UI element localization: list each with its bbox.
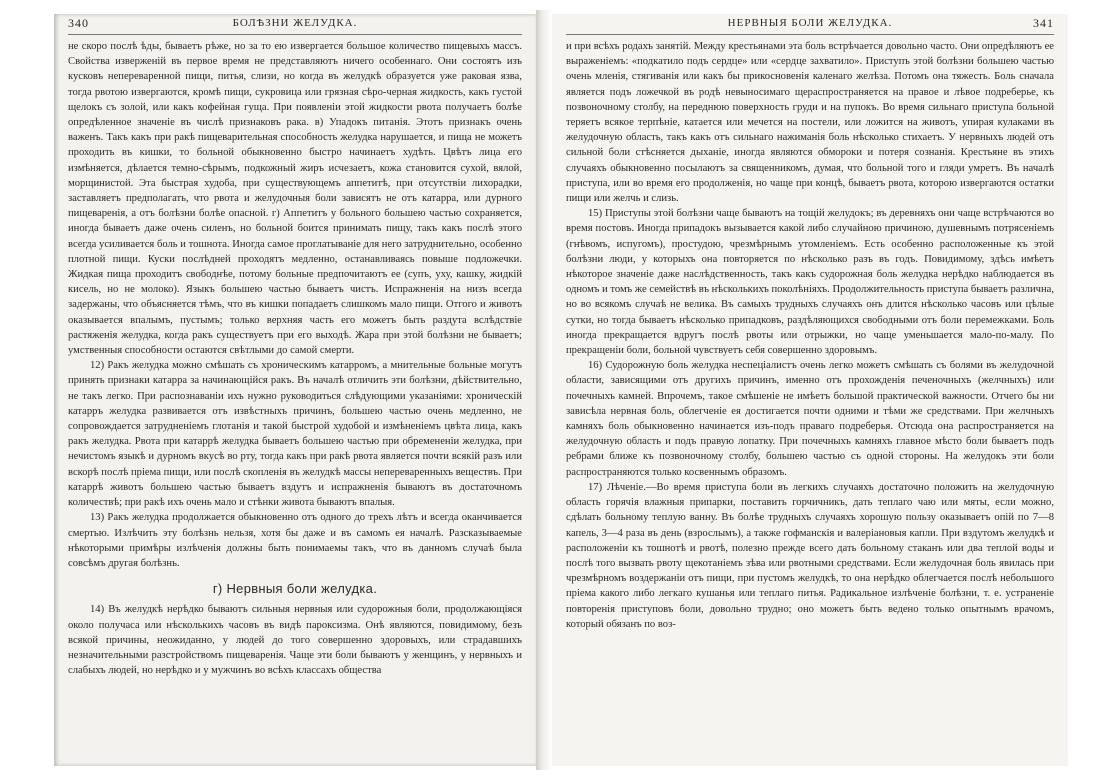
right-paragraph-1: и при всѣхъ родахъ занятій. Между крестьянами эта боль встрѣчается довольно часто. Они опредѣляютъ ее выраженіемъ: «подкатило подъ сердце» или «сердце захватило». Приступъ этой болѣзни большею частью очень мленія, стягиванія или какъ бы прикосновенія каленаго желѣза. Потомъ она тяжесть. Боль сначала является подъ ложечкой въ родѣ невыносимаго щераспространяется на правое и лѣвое подреберье, къ позвоночному столбу, на переднюю поверхность груди и на пупокъ. Во время сильнаго приступа больной теряетъ всякое терпѣніе, катается или мечется на постели, или ложится на животъ, упирая кулаками въ желудочную область, такъ какъ отъ сильнаго нажиманія боль нѣсколько стихаетъ. У нервныхъ людей отъ сильной боли стѣсняется дыханіе, иногда являются обмороки и потеря сознанія. Крестьяне въ этихъ случаяхъ обыкновенно посылаютъ за священникомъ, думая, что больной того и гляди умретъ. Въ началѣ приступа, или во время его продолженія, но чаще при концѣ, бываетъ рвота, которою извергаются остатки пищи или желчь и слизь.: [566, 41, 1054, 205]
left-running-head: [68, 14, 522, 35]
book-gutter: [536, 10, 552, 770]
right-running-title: НЕРВНЫЯ БОЛИ ЖЕЛУДКА.: [727, 17, 893, 29]
left-paragraph-3: 13) Ракъ желудка продолжается обыкновенно отъ одного до трехъ лѣтъ и всегда оканчивается смертью. Излѣчить эту болѣзнь нельзя, хотя бы даже и въ самомъ ея началѣ. Разсказываемые нѣкоторыми примѣры излѣченія должны быть понимаемы такъ, что въ данномъ случаѣ была совсѣмъ другая болѣзнь.: [68, 512, 522, 569]
left-page: [54, 14, 536, 766]
section-heading: г) Нервныя боли желудка.: [212, 581, 378, 597]
left-paragraph-2: 12) Ракъ желудка можно смѣшать съ хроническимъ катарромъ, а мнительные больные могутъ принять признаки катарра за начинающійся ракъ. Въ началѣ отличить эти болѣзни, дѣйствительно, не такъ легко. При распознаваніи ихъ нужно руководиться слѣдующими указаніями: хроническій катарръ желудка развивается отъ извѣстныхъ причинъ, большею частью очень медленно, не сопровождается затрудненіемъ глотанія и такой быстрой худобой и измѣненіемъ цвѣта лица, какъ ракъ желудка. Рвота при катаррѣ желудка бываетъ большею частью при обремененіи желудка, при нечистомъ языкѣ и дурномъ вкусѣ во рту, тогда какъ при ракѣ рвота является почти всякій разъ или вскорѣ послѣ пріема пищи, или послѣ скопленія въ желудкѣ массы непереваренныхъ веществъ. При катаррѣ животъ большею частью бываетъ вздутъ и испражненія бываютъ въ достаточномъ количествѣ; при ракѣ ихъ очень мало и стѣнки живота бываютъ впалыя.: [68, 360, 522, 509]
right-paragraph-2: 15) Приступы этой болѣзни чаще бываютъ на тощій желудокъ; въ деревняхъ они чаще встрѣчаются во время постовъ. Иногда припадокъ вызывается какой либо случайною причиною, душевнымъ потрясеніемъ (гнѣвомъ, испугомъ), простудою, чрезмѣрнымъ утомленіемъ. Есть особенно расположенные къ этой болѣзни люди, у которыхъ она повторяется по нѣсколько разъ въ годъ. Повидимому, здѣсь имѣетъ нѣкоторое значеніе даже наслѣдственность, такъ какъ судорожная боль желудка нерѣдко наблюдается въ одномъ и томъ же семействѣ въ нѣсколькихъ поколѣніяхъ. Продолжительность приступа бываетъ различна, но во всякомъ случаѣ не велика. Въ самыхъ трудныхъ случаяхъ онъ длится нѣсколько часовъ или цѣлые сутки, но тогда бываетъ нѣсколько припадковъ, раздѣляющихся свободными отъ боли перемежками. Боль иногда прекращается вдругъ послѣ рвоты или отрыжки, но чаще уменьшается мало-по-малу. По прекращеніи боли, больной чувствуетъ себя совершенно здоровымъ.: [566, 208, 1054, 357]
left-running-title: БОЛѢЗНИ ЖЕЛУДКА.: [232, 17, 358, 29]
right-page-number: 341: [1033, 16, 1054, 30]
left-paragraph-1: не скоро послѣ ѣды, бываетъ рѣже, но за то ею извергается большое количество пищевыхъ массъ. Свойства изверженій въ первое время не представляютъ ничего особеннаго. Они состоятъ изъ кусковъ непереваренной пищи, питья, слизи, но когда въ желудкѣ образуется уже раковая язва, тогда рвотою извергаются, кромѣ пищи, сукровица или грязная сѣро-черная жидкость, какъ густой щелокъ съ золой, или какъ кофейная гуща. При появленіи этой жидкости рвота получаетъ болѣе опредѣленное значеніе въ числѣ признаковъ рака. в) Упадокъ питанія. Этотъ признакъ очень важенъ. Такъ какъ при ракѣ пищеварительная способность желудка нарушается, и пища не можетъ проходить въ кишки, то больной обыкновенно быстро начинаетъ худѣть. Цвѣтъ лица его измѣняется, дѣлается темно-сѣрымъ, подкожный жиръ исчезаетъ, кожа становится сухой, вялой, морщинистой. Эта быстрая худоба, при существующемъ аппетитѣ, при отсутствіи лихорадки, заставляетъ предполагать, что рвота и желудочныя боли зависятъ не отъ катарра, или дурного пищеваренія, а отъ болѣзни болѣе опасной. г) Аппетитъ у больного большею частью сохраняется, иногда бываетъ даже очень силенъ, но больной боится принимать пищу, такъ какъ послѣ этого всегда усиливается боль и тошнота. Иногда самое проглатываніе для него затруднительно, особенно плотной пищи. Куски послѣдней проходятъ медленно, останавливаясь повыше подложечки. Жидкая пища проходитъ свободнѣе, потому больные предпочитаютъ ее (супъ, уху, кашку, жидкій кисель, но не молоко). Языкъ большею частью бываетъ чистъ. Испражненія на низъ всегда задержаны, что объясняется тѣмъ, что въ кишки попадаетъ слишкомъ мало пищи. Отгого и животъ оказывается впалымъ, пустымъ; только верхняя часть его можетъ быть раздута вслѣдствіе растяженія желудка, когда ракъ существуетъ при его выходѣ. Жара при этой болѣзни не бываетъ; умственныя способности остаются свѣтлыми до самой смерти.: [68, 41, 522, 357]
right-page-body: [566, 39, 1054, 632]
right-page: [552, 14, 1068, 766]
right-running-head: [566, 14, 1054, 35]
left-page-number: 340: [68, 16, 89, 30]
left-paragraph-4: 14) Въ желудкѣ нерѣдко бываютъ сильныя нервныя или судорожныя боли, продолжающіяся около получаса или нѣсколькихъ часовъ въ видѣ пароксизма. Онѣ являются, повидимому, безъ всякой причины, неожиданно, у людей до того совершенно здоровыхъ, или страдавшихъ незначительными разстройствомъ пищеваренія. Чаще эти боли бываютъ у женщинъ, у нервныхъ и слабыхъ людей, но нерѣдко и у мужчинъ во всѣхъ классахъ общества: [68, 604, 522, 677]
left-page-body: [68, 39, 522, 678]
right-paragraph-4: 17) Лѣченіе.—Во время приступа боли въ легкихъ случаяхъ достаточно положить на желудочную область горячія влажныя припарки, поставить горчичникъ, дать теплаго чаю или мяты, если можно, сдѣлать больному теплую ванну. Въ болѣе трудныхъ случаяхъ хорошую пользу оказываетъ опій по 7—8 капель, 3—4 раза въ день (взрослымъ), а также гофманскія и валеріановыя капли. При вздутомъ желудкѣ и расположеніи къ тошнотѣ и рвотѣ, полезно прежде всего дать больному стаканъ или два теплой воды и послѣ того вызвать рвоту щекотаніемъ зѣва или рвотными средствами. Если желудочная боль явилась при чрезмѣрномъ воздержаніи отъ пищи, при пустомъ желудкѣ, то она нерѣдко облегчается послѣ небольшого пріема какого либо легкаго кушанья или теплаго питья. Радикальное излѣченіе болѣзни, т. е. устраненіе повторенія приступовъ боли, довольно трудно; оно можетъ быть ведено только опытнымъ врачомъ, который обязанъ по воз-: [566, 481, 1054, 630]
right-paragraph-3: 16) Судорожную боль желудка неспеціалистъ очень легко можетъ смѣшать съ болями въ желудочной области, зависящими отъ другихъ причинъ, именно отъ прохожденія печеночныхъ (желчныхъ) или почечныхъ камней. Впрочемъ, такое смѣшеніе не имѣетъ большой практической важности. Отчего бы ни зависѣла нервная боль, облегченіе ея достигается почти одними и тѣми же средствами. При желчныхъ камняхъ боль обыкновенно начинается изъ-подъ праваго подреберья. Отсюда она распространяется на желудочную область и подъ правую лопатку. При почечныхъ камняхъ главное мѣсто боли бываетъ подъ ребрами ближе къ позвоночному столбу, большею частью съ одной стороны. На желудокъ эти боли распространяются только косвеннымъ образомъ.: [566, 360, 1054, 478]
